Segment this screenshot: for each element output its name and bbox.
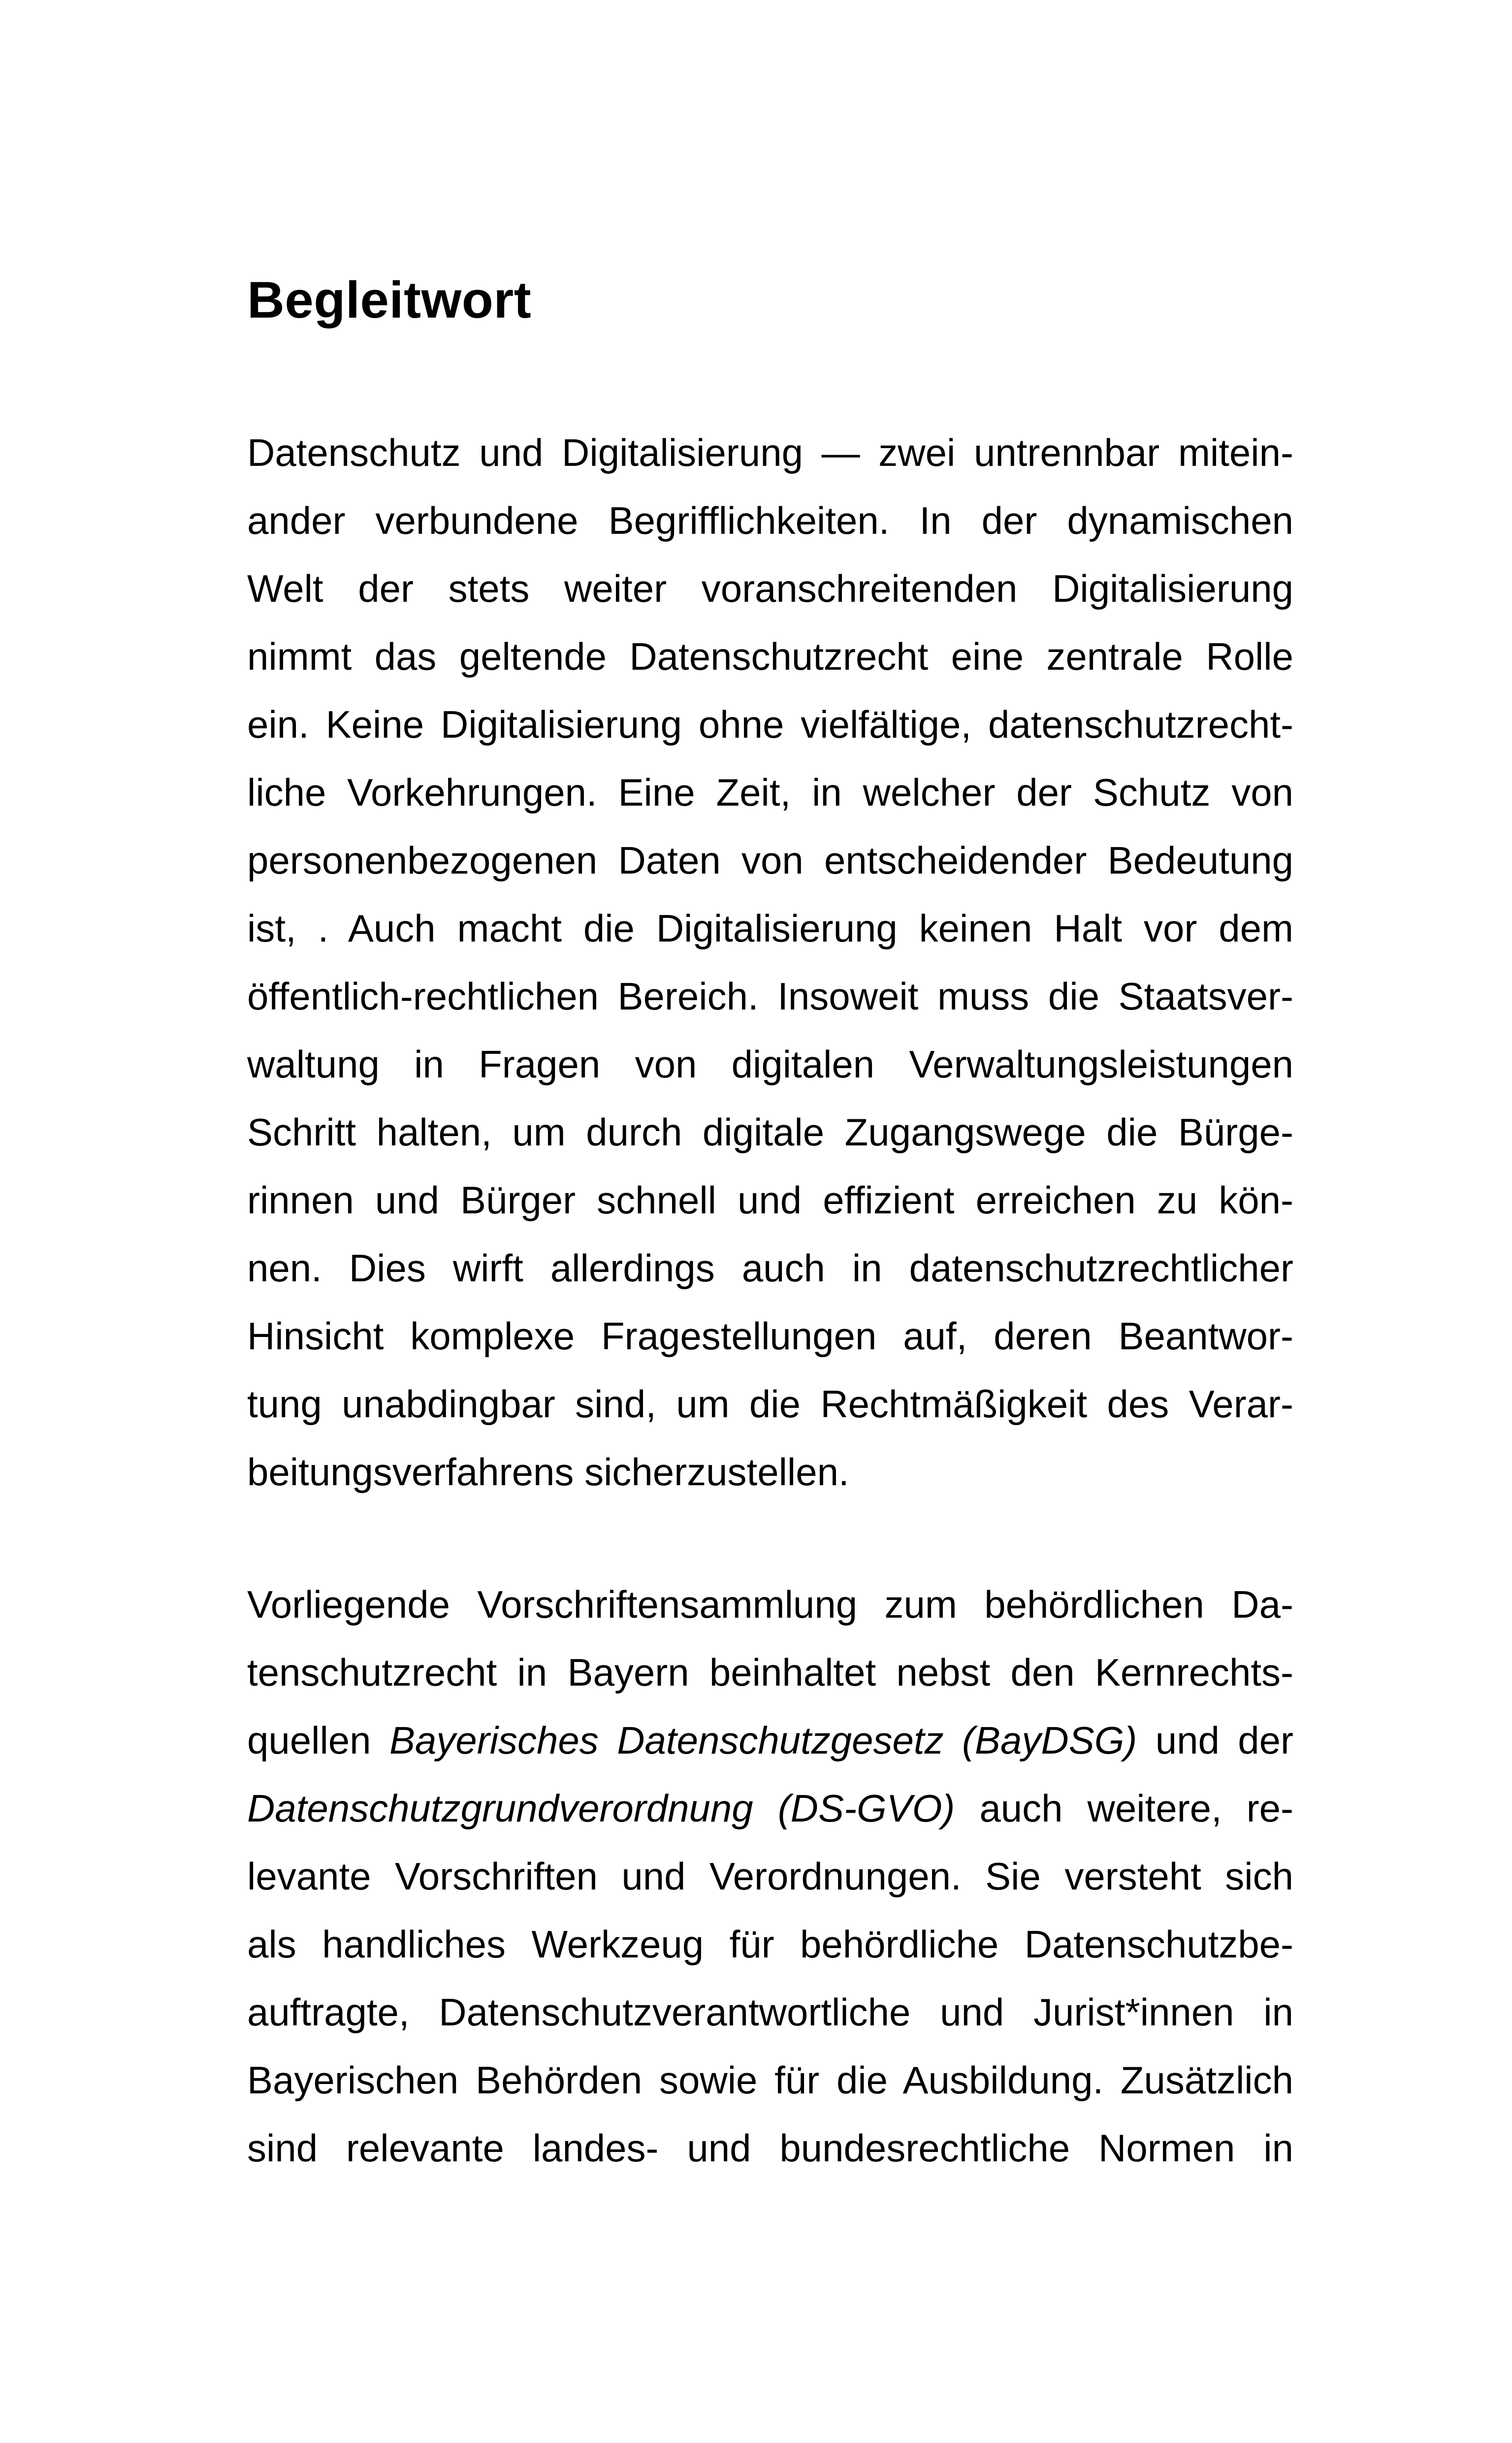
text-line: personenbezogenen Daten von entscheidender Bedeutung <box>247 839 1293 882</box>
text-line: liche Vorkehrungen. Eine Zeit, in welcher der Schutz von <box>247 771 1293 814</box>
text-line: sind relevante landes- und bundesrechtliche Normen in <box>247 2126 1293 2170</box>
law-title-baydsg: Bayerisches Datenschutzgesetz (BayDSG) <box>389 1719 1137 1762</box>
paragraph-collection <box>247 1570 1293 2182</box>
text-line: Vorliegende Vorschriftensammlung zum behördlichen Da- <box>247 1583 1293 1626</box>
text-line: ist, . Auch macht die Digitalisierung keinen Halt vor dem <box>247 907 1293 950</box>
text-line: ander verbundene Begrifflichkeiten. In der dynamischen <box>247 499 1293 542</box>
text-line: als handliches Werkzeug für behördliche Datenschutzbe- <box>247 1922 1293 1966</box>
paragraph-intro <box>247 419 1293 1506</box>
text-line: beitungsverfahrens sicherzustellen. <box>247 1450 849 1494</box>
text-line: Welt der stets weiter voranschreitenden Digitalisierung <box>247 567 1293 610</box>
text-segment: und der <box>1137 1719 1293 1762</box>
text-line <box>247 1774 1293 1842</box>
text-line: nimmt das geltende Datenschutzrecht eine zentrale Rolle <box>247 635 1293 678</box>
text-line: Bayerischen Behörden sowie für die Ausbildung. Zusätzlich <box>247 2058 1293 2102</box>
text-line: Hinsicht komplexe Fragestellungen auf, deren Beantwor- <box>247 1314 1293 1358</box>
law-title-dsgvo: Datenschutzgrundverordnung (DS-GVO) <box>247 1787 955 1830</box>
text-segment: auch weitere, re- <box>955 1787 1293 1830</box>
text-line: levante Vorschriften und Verordnungen. Sie versteht sich <box>247 1855 1293 1898</box>
page-title: Begleitwort <box>247 271 532 329</box>
text-line: auftragte, Datenschutzverantwortliche und Jurist*innen in <box>247 1990 1293 2034</box>
text-line: tung unabdingbar sind, um die Rechtmäßigkeit des Verar- <box>247 1382 1293 1426</box>
text-line: Datenschutz und Digitalisierung — zwei untrennbar mitein- <box>247 431 1293 474</box>
text-line <box>247 1706 1293 1774</box>
text-line: nen. Dies wirft allerdings auch in datenschutzrechtlicher <box>247 1246 1293 1290</box>
text-line: rinnen und Bürger schnell und effizient erreichen zu kön- <box>247 1178 1293 1222</box>
text-line: waltung in Fragen von digitalen Verwaltungsleistungen <box>247 1042 1293 1086</box>
text-line: öffentlich-rechtlichen Bereich. Insoweit muss die Staatsver- <box>247 975 1293 1018</box>
text-segment: quellen <box>247 1719 389 1762</box>
text-line: tenschutzrecht in Bayern beinhaltet nebst den Kernrechts- <box>247 1651 1293 1694</box>
text-line: Schritt halten, um durch digitale Zugangswege die Bürge- <box>247 1110 1293 1154</box>
text-line: ein. Keine Digitalisierung ohne vielfältige, datenschutzrecht- <box>247 703 1293 746</box>
